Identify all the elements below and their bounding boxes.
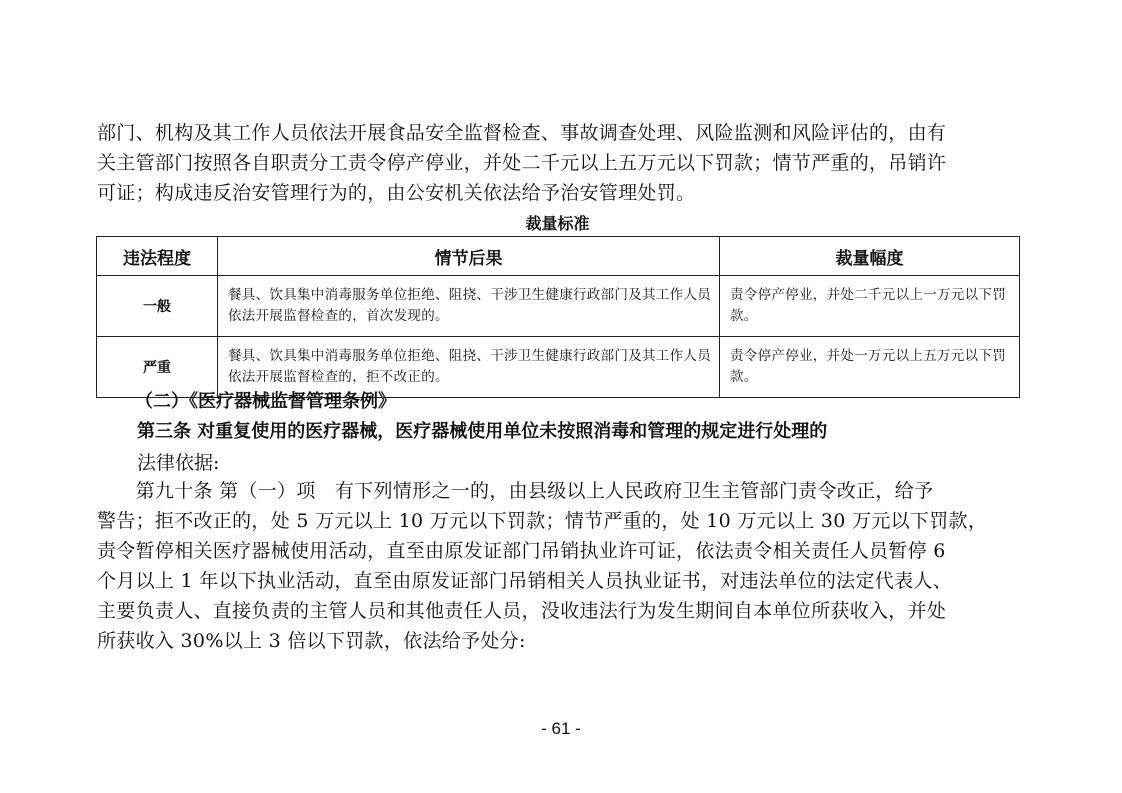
article-heading: 第三条 对重复使用的医疗器械，医疗器械使用单位未按照消毒和管理的规定进行处理的	[137, 421, 828, 442]
level-cell: 一般	[97, 276, 218, 337]
table-row	[97, 276, 1020, 337]
legal-basis-label: 法律依据:	[137, 452, 220, 474]
paragraph-line: 关主管部门按照各自职责分工责令停产停业，并处二千元以上五万元以下罚款；情节严重的，吊销许	[97, 152, 947, 174]
paragraph-line: 个月以上 1 年以下执业活动，直至由原发证部门吊销相关人员执业证书，对违法单位的法定代表人、	[97, 570, 952, 592]
header-penalty-range: 裁量幅度	[720, 237, 1020, 276]
header-violation-level: 违法程度	[97, 237, 218, 276]
section-heading: （二）《医疗器械监督管理条例》	[135, 391, 396, 412]
consequence-cell: 餐具、饮具集中消毒服务单位拒绝、阻挠、干涉卫生健康行政部门及其工作人员依法开展监督检查的，拒不改正的。	[218, 337, 720, 398]
table-caption: 裁量标准	[525, 214, 590, 233]
page-number: - 61 -	[541, 719, 581, 738]
article-paragraph	[97, 476, 1027, 656]
level-cell: 严重	[97, 337, 218, 398]
paragraph-line: 所获收入 30%以上 3 倍以下罚款，依法给予处分:	[97, 630, 526, 652]
penalty-cell: 责令停产停业，并处一万元以上五万元以下罚款。	[720, 337, 1020, 398]
top-paragraph	[97, 118, 1027, 208]
paragraph-line: 主要负责人、直接负责的主管人员和其他责任人员，没收违法行为发生期间自本单位所获收入，并处	[97, 600, 947, 622]
table-header-row	[97, 237, 1020, 276]
discretion-standard-table	[96, 236, 1020, 398]
paragraph-line: 可证；构成违反治安管理行为的，由公安机关依法给予治安管理处罚。	[97, 182, 696, 204]
paragraph-line: 部门、机构及其工作人员依法开展食品安全监督检查、事故调查处理、风险监测和风险评估的，由有	[97, 122, 947, 144]
penalty-cell: 责令停产停业，并处二千元以上一万元以下罚款。	[720, 276, 1020, 337]
paragraph-line: 警告；拒不改正的，处 5 万元以上 10 万元以下罚款；情节严重的，处 10 万元以上 30 万元以下罚款，	[97, 510, 988, 532]
paragraph-line: 责令暂停相关医疗器械使用活动，直至由原发证部门吊销执业许可证，依法责令相关责任人员暂停 6	[97, 540, 946, 562]
paragraph-line: 第九十条 第（一）项 有下列情形之一的，由县级以上人民政府卫生主管部门责令改正，给予	[97, 480, 934, 502]
header-circumstances: 情节后果	[218, 237, 720, 276]
consequence-cell: 餐具、饮具集中消毒服务单位拒绝、阻挠、干涉卫生健康行政部门及其工作人员依法开展监督检查的，首次发现的。	[218, 276, 720, 337]
